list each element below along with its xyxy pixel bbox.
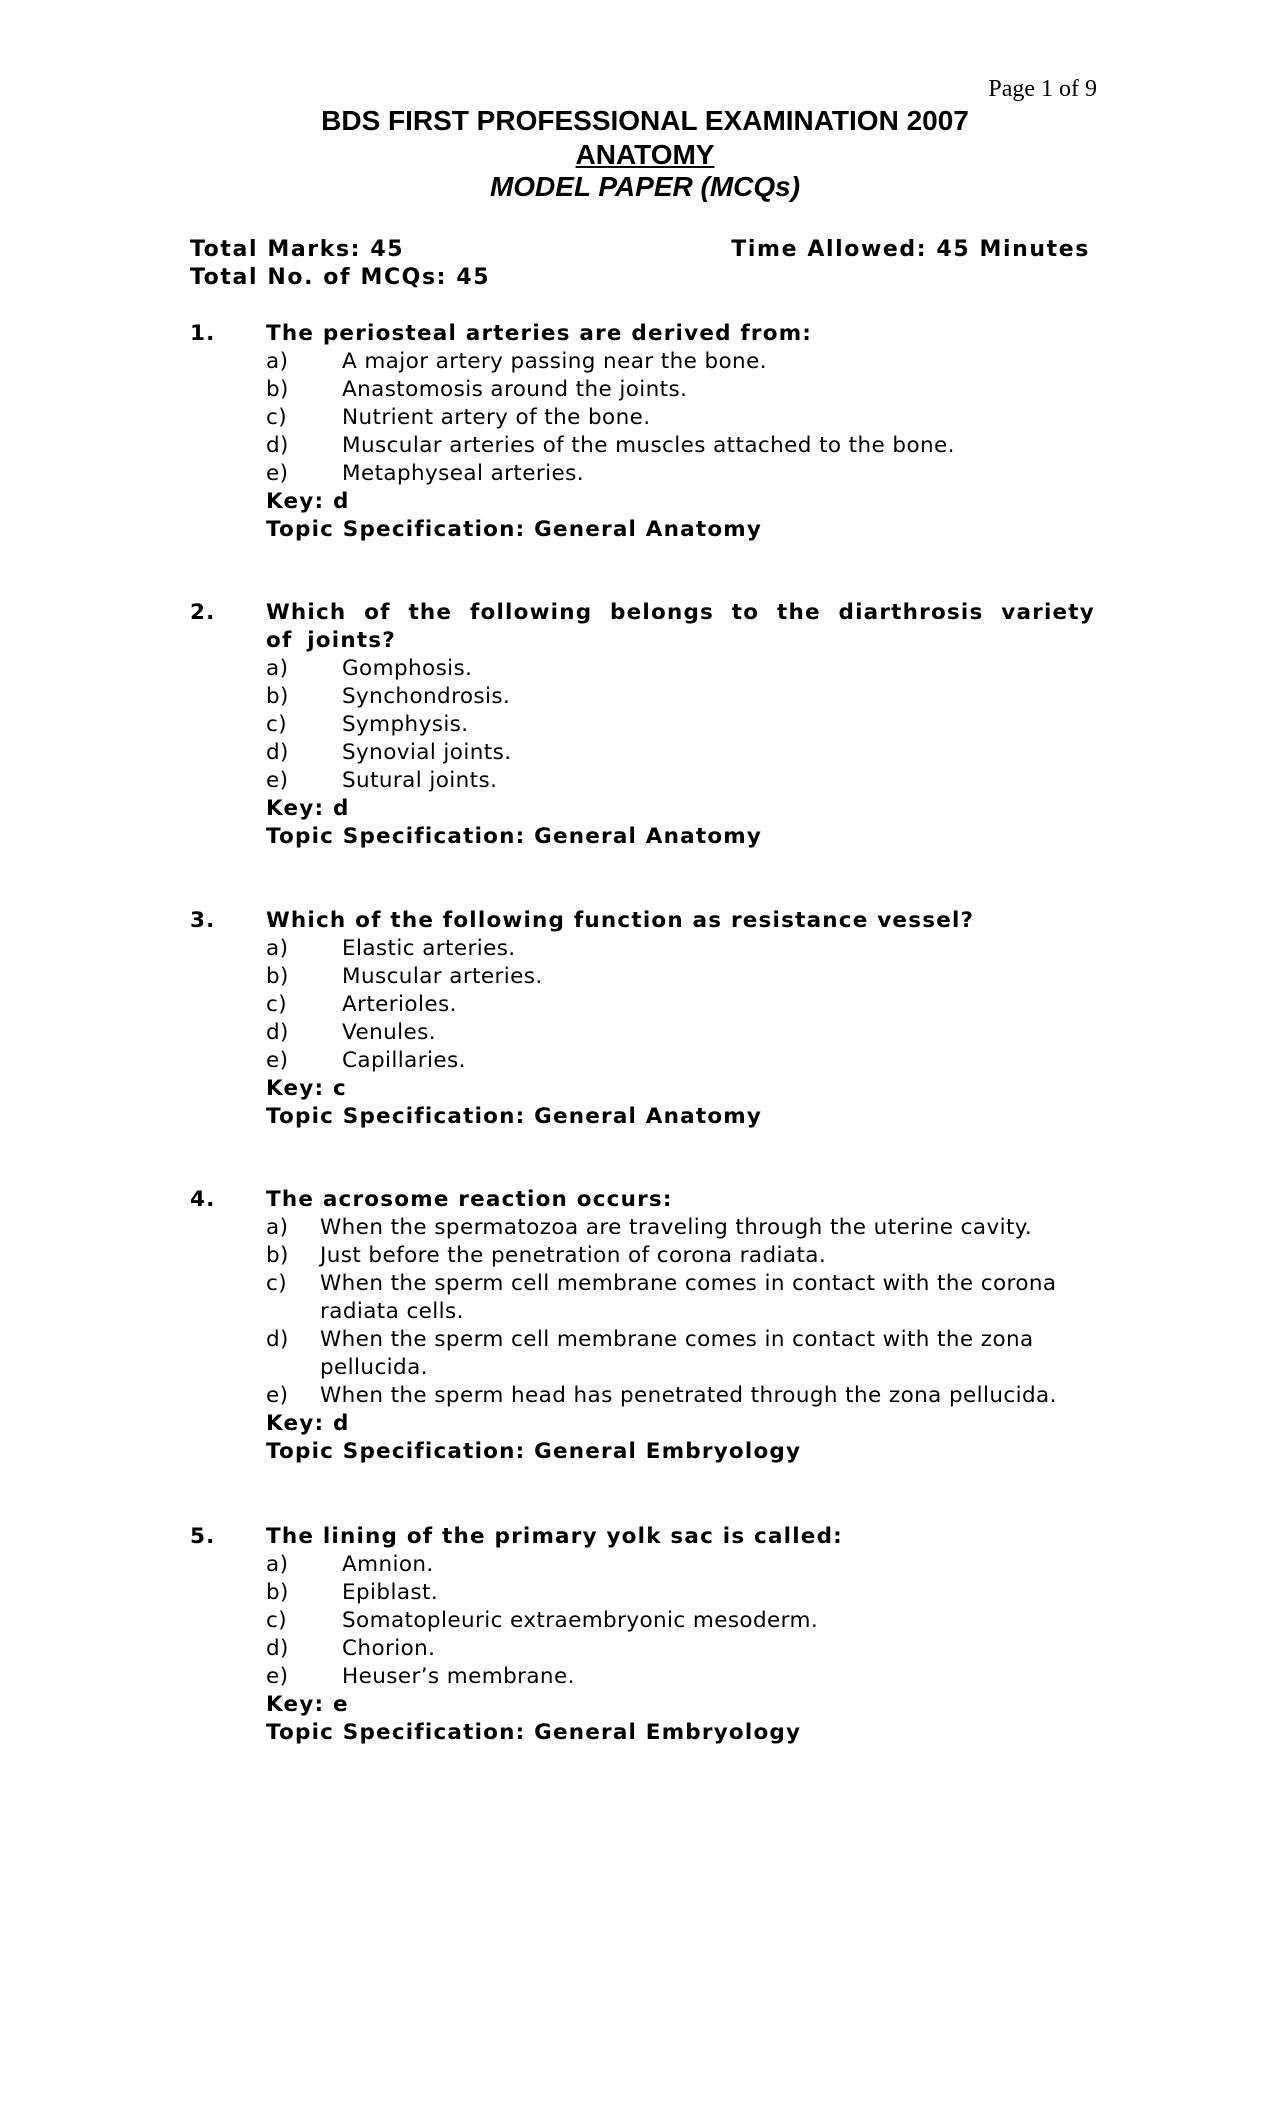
question-2: [190, 599, 1095, 851]
topic-specification: Topic Specification: General Anatomy: [266, 517, 763, 542]
option-text: Heuser’s membrane.: [342, 1664, 575, 1689]
time-allowed: Time Allowed: 45 Minutes: [731, 237, 1090, 262]
option-letter: a): [266, 656, 289, 681]
option-text: A major artery passing near the bone.: [342, 349, 767, 374]
question-stem: [190, 320, 1095, 348]
option-text: Chorion.: [342, 1636, 436, 1661]
option-e: [190, 1663, 1095, 1691]
question-number: 5.: [190, 1524, 216, 1549]
option-a: [190, 655, 1095, 683]
question-stem: [190, 907, 1095, 935]
option-d: [190, 1326, 1095, 1382]
option-letter: c): [266, 992, 288, 1017]
option-text: Muscular arteries.: [342, 964, 543, 989]
question-stem: [190, 599, 1095, 655]
option-a: [190, 935, 1095, 963]
option-letter: e): [266, 1664, 289, 1689]
option-text: Nutrient artery of the bone.: [342, 405, 651, 430]
option-letter: d): [266, 433, 289, 458]
option-letter: b): [266, 1243, 289, 1268]
option-b: [190, 963, 1095, 991]
option-e: [190, 1382, 1095, 1410]
option-text: When the spermatozoa are traveling through the uterine cavity.: [320, 1215, 1033, 1240]
option-letter: c): [266, 405, 288, 430]
option-letter: d): [266, 1636, 289, 1661]
option-d: [190, 432, 1095, 460]
question-text: Which of the following function as resistance vessel?: [266, 908, 975, 933]
question-4: [190, 1186, 1095, 1466]
question-text: Which of the following belongs to the diarthrosis variety of joints?: [266, 600, 1095, 653]
question-stem: [190, 1186, 1095, 1214]
answer-key: Key: d: [266, 489, 350, 514]
option-text: Metaphyseal arteries.: [342, 461, 584, 486]
question-text: The periosteal arteries are derived from:: [266, 321, 813, 346]
option-text: Elastic arteries.: [342, 936, 516, 961]
subject-title: ANATOMY: [575, 139, 715, 170]
option-letter: a): [266, 1552, 289, 1577]
option-c: [190, 404, 1095, 432]
option-text: Gomphosis.: [342, 656, 473, 681]
question-number: 4.: [190, 1187, 216, 1212]
option-letter: d): [266, 1327, 289, 1352]
paper-title: MODEL PAPER (MCQs): [489, 171, 801, 202]
option-a: [190, 1551, 1095, 1579]
option-d: [190, 1635, 1095, 1663]
topic-specification: Topic Specification: General Embryology: [266, 1439, 802, 1464]
question-text: The acrosome reaction occurs:: [266, 1187, 673, 1212]
option-text: Arterioles.: [342, 992, 457, 1017]
option-letter: a): [266, 1215, 289, 1240]
answer-key: Key: d: [266, 796, 350, 821]
topic-specification: Topic Specification: General Embryology: [266, 1720, 802, 1745]
option-letter: a): [266, 936, 289, 961]
option-text: When the sperm head has penetrated through the zona pellucida.: [320, 1383, 1057, 1408]
option-b: [190, 376, 1095, 404]
option-text: Muscular arteries of the muscles attached to the bone.: [342, 433, 955, 458]
option-b: [190, 683, 1095, 711]
total-marks: Total Marks: 45: [190, 237, 405, 262]
option-c: [190, 991, 1095, 1019]
option-letter: e): [266, 1048, 289, 1073]
option-letter: b): [266, 684, 289, 709]
option-c: [190, 1270, 1095, 1326]
option-letter: c): [266, 1271, 288, 1296]
option-a: [190, 348, 1095, 376]
topic-specification: Topic Specification: General Anatomy: [266, 1104, 763, 1129]
option-letter: e): [266, 768, 289, 793]
option-c: [190, 1607, 1095, 1635]
option-text: When the sperm cell membrane comes in contact with the corona radiata cells.: [320, 1271, 1057, 1324]
option-text: Anastomosis around the joints.: [342, 377, 688, 402]
option-letter: c): [266, 1608, 288, 1633]
answer-key: Key: e: [266, 1692, 349, 1717]
question-number: 3.: [190, 908, 216, 933]
option-text: Sutural joints.: [342, 768, 498, 793]
option-d: [190, 739, 1095, 767]
option-text: Symphysis.: [342, 712, 469, 737]
exam-title: BDS FIRST PROFESSIONAL EXAMINATION 2007: [321, 105, 969, 136]
question-text: The lining of the primary yolk sac is called:: [266, 1524, 843, 1549]
answer-key: Key: c: [266, 1076, 347, 1101]
option-d: [190, 1019, 1095, 1047]
page-number: Page 1 of 9: [988, 76, 1097, 102]
option-letter: b): [266, 1580, 289, 1605]
question-1: [190, 320, 1095, 544]
total-mcqs: Total No. of MCQs: 45: [190, 265, 491, 290]
option-letter: d): [266, 740, 289, 765]
option-text: Venules.: [342, 1020, 436, 1045]
option-text: Capillaries.: [342, 1048, 466, 1073]
option-letter: c): [266, 712, 288, 737]
option-letter: d): [266, 1020, 289, 1045]
option-letter: b): [266, 377, 289, 402]
option-letter: e): [266, 461, 289, 486]
option-text: Synchondrosis.: [342, 684, 511, 709]
option-text: Somatopleuric extraembryonic mesoderm.: [342, 1608, 819, 1633]
option-e: [190, 460, 1095, 488]
option-b: [190, 1242, 1095, 1270]
option-e: [190, 767, 1095, 795]
topic-specification: Topic Specification: General Anatomy: [266, 824, 763, 849]
option-b: [190, 1579, 1095, 1607]
option-letter: b): [266, 964, 289, 989]
option-a: [190, 1214, 1095, 1242]
option-e: [190, 1047, 1095, 1075]
question-stem: [190, 1523, 1095, 1551]
question-number: 2.: [190, 600, 216, 625]
option-letter: e): [266, 1383, 289, 1408]
question-number: 1.: [190, 321, 216, 346]
option-text: When the sperm cell membrane comes in contact with the zona pellucida.: [320, 1327, 1034, 1380]
option-letter: a): [266, 349, 289, 374]
question-3: [190, 907, 1095, 1131]
option-c: [190, 711, 1095, 739]
answer-key: Key: d: [266, 1411, 350, 1436]
option-text: Just before the penetration of corona radiata.: [320, 1243, 827, 1268]
option-text: Epiblast.: [342, 1580, 439, 1605]
option-text: Synovial joints.: [342, 740, 512, 765]
option-text: Amnion.: [342, 1552, 434, 1577]
question-5: [190, 1523, 1095, 1747]
